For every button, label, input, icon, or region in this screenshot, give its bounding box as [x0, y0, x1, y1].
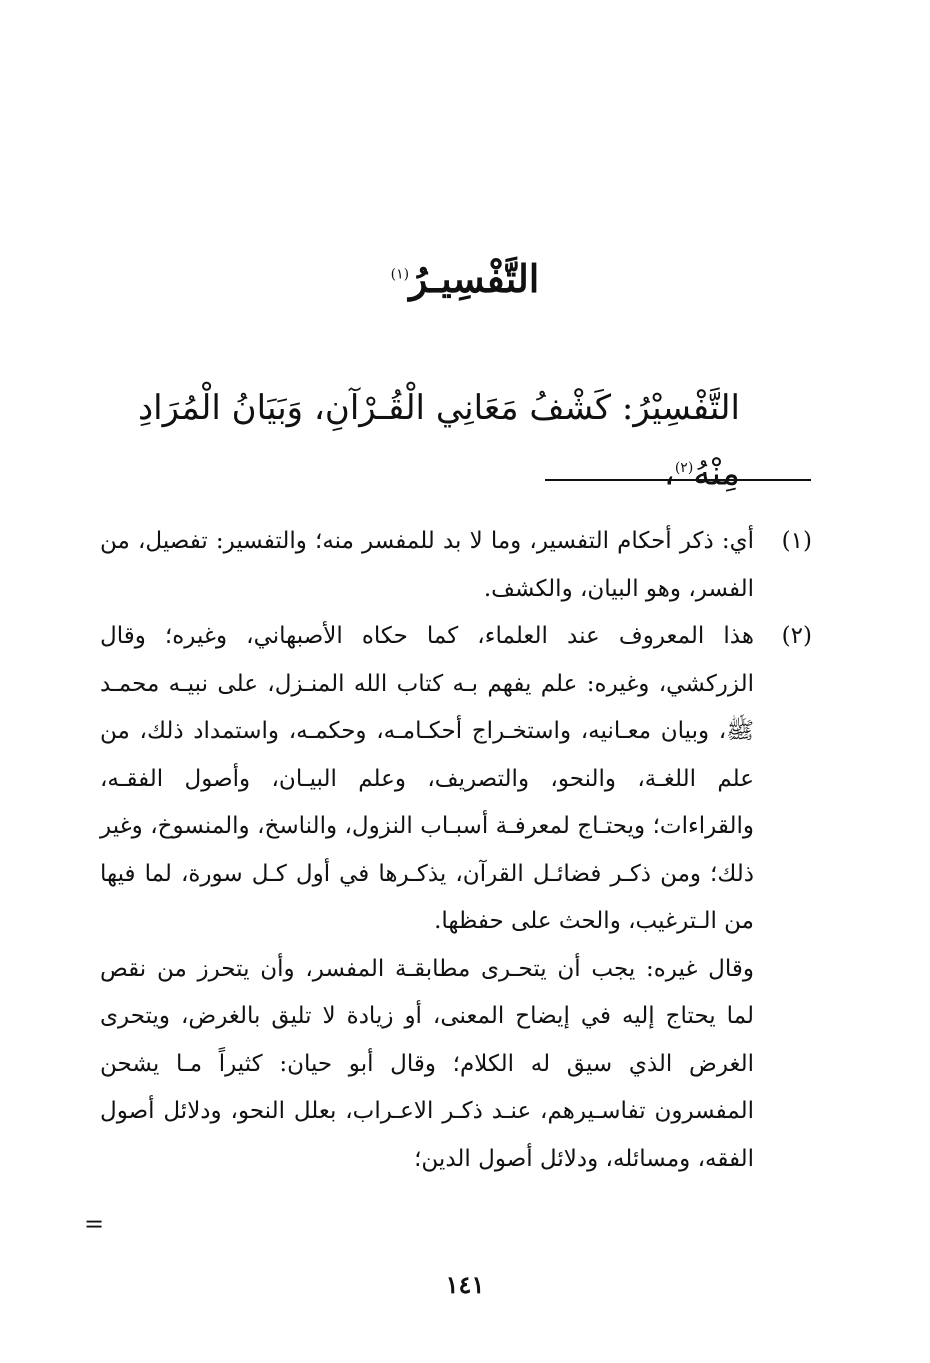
definition-end-mark: ، — [663, 453, 675, 494]
footnote-number: (١) — [781, 528, 812, 554]
footnote-text: أي: ذكر أحكام التفسير، وما لا بد للمفسر منه؛ والتفسير: تفصيل، من الفسر، وهو البيان، والكشف. — [100, 528, 754, 602]
chapter-title — [0, 256, 930, 301]
page-number: ١٤١ — [445, 1270, 485, 1299]
chapter-title-text: التَّفْسِيـرُ — [409, 256, 540, 301]
footnote-2 — [100, 613, 812, 946]
definition-footnote-ref: (٢) — [674, 460, 694, 476]
footnote-2-continuation: وقال غيره: يجب أن يتحـرى مطابقـة المفسر، وأن يتحرز من نقص لما يحتاج إليه في إيضاح المعنى، أو زيادة لا تليق بالغرض، ويتحرى الغرض الذي سيق له الكلام؛ وقال أبو حيان: كثيراً مـا يشحن المفسرون تفاسـيرهم، عنـد ذكـر الاعـراب، بعلل النحو، ودلائل أصول الفقه، ومسائله، ودلائل أصول الدين؛ — [100, 955, 754, 1172]
footnote-1 — [100, 518, 812, 613]
footnotes — [100, 518, 812, 1183]
footnote-separator — [545, 479, 811, 481]
definition-line — [100, 378, 740, 503]
definition-text: التَّفْسِيْرُ: كَشْفُ مَعَانِي الْقُـرْآنِ، وَبَيَانُ الْمُرَادِ مِنْهُ — [138, 388, 740, 494]
title-footnote-ref: (١) — [390, 266, 410, 283]
continuation-mark: = — [84, 1210, 105, 1238]
footnote-text: هذا المعروف عند العلماء، كما حكاه الأصبهاني، وغيره؛ وقال الزركشي، وغيره: علم يفهم بـه كتاب الله المنـزل، على نبيـه محمـد ﷺ، وبيان معـانيه، واستخـراج أحكـامـه، وحكمـه، واستمداد ذلك، من علم اللغـة، والنحو، والتصريف، وعلم البيـان، وأصول الفقـه، والقراءات؛ ويحتـاج لمعرفـة أسبـاب النزول، والناسخ، والمنسوخ، وغير ذلك؛ ومن ذكـر فضائـل القرآن، يذكـرها في أول كـل سورة، لما فيها من الـترغيب، والحث على حفظها. — [100, 623, 754, 934]
footnote-number: (٢) — [781, 623, 812, 649]
